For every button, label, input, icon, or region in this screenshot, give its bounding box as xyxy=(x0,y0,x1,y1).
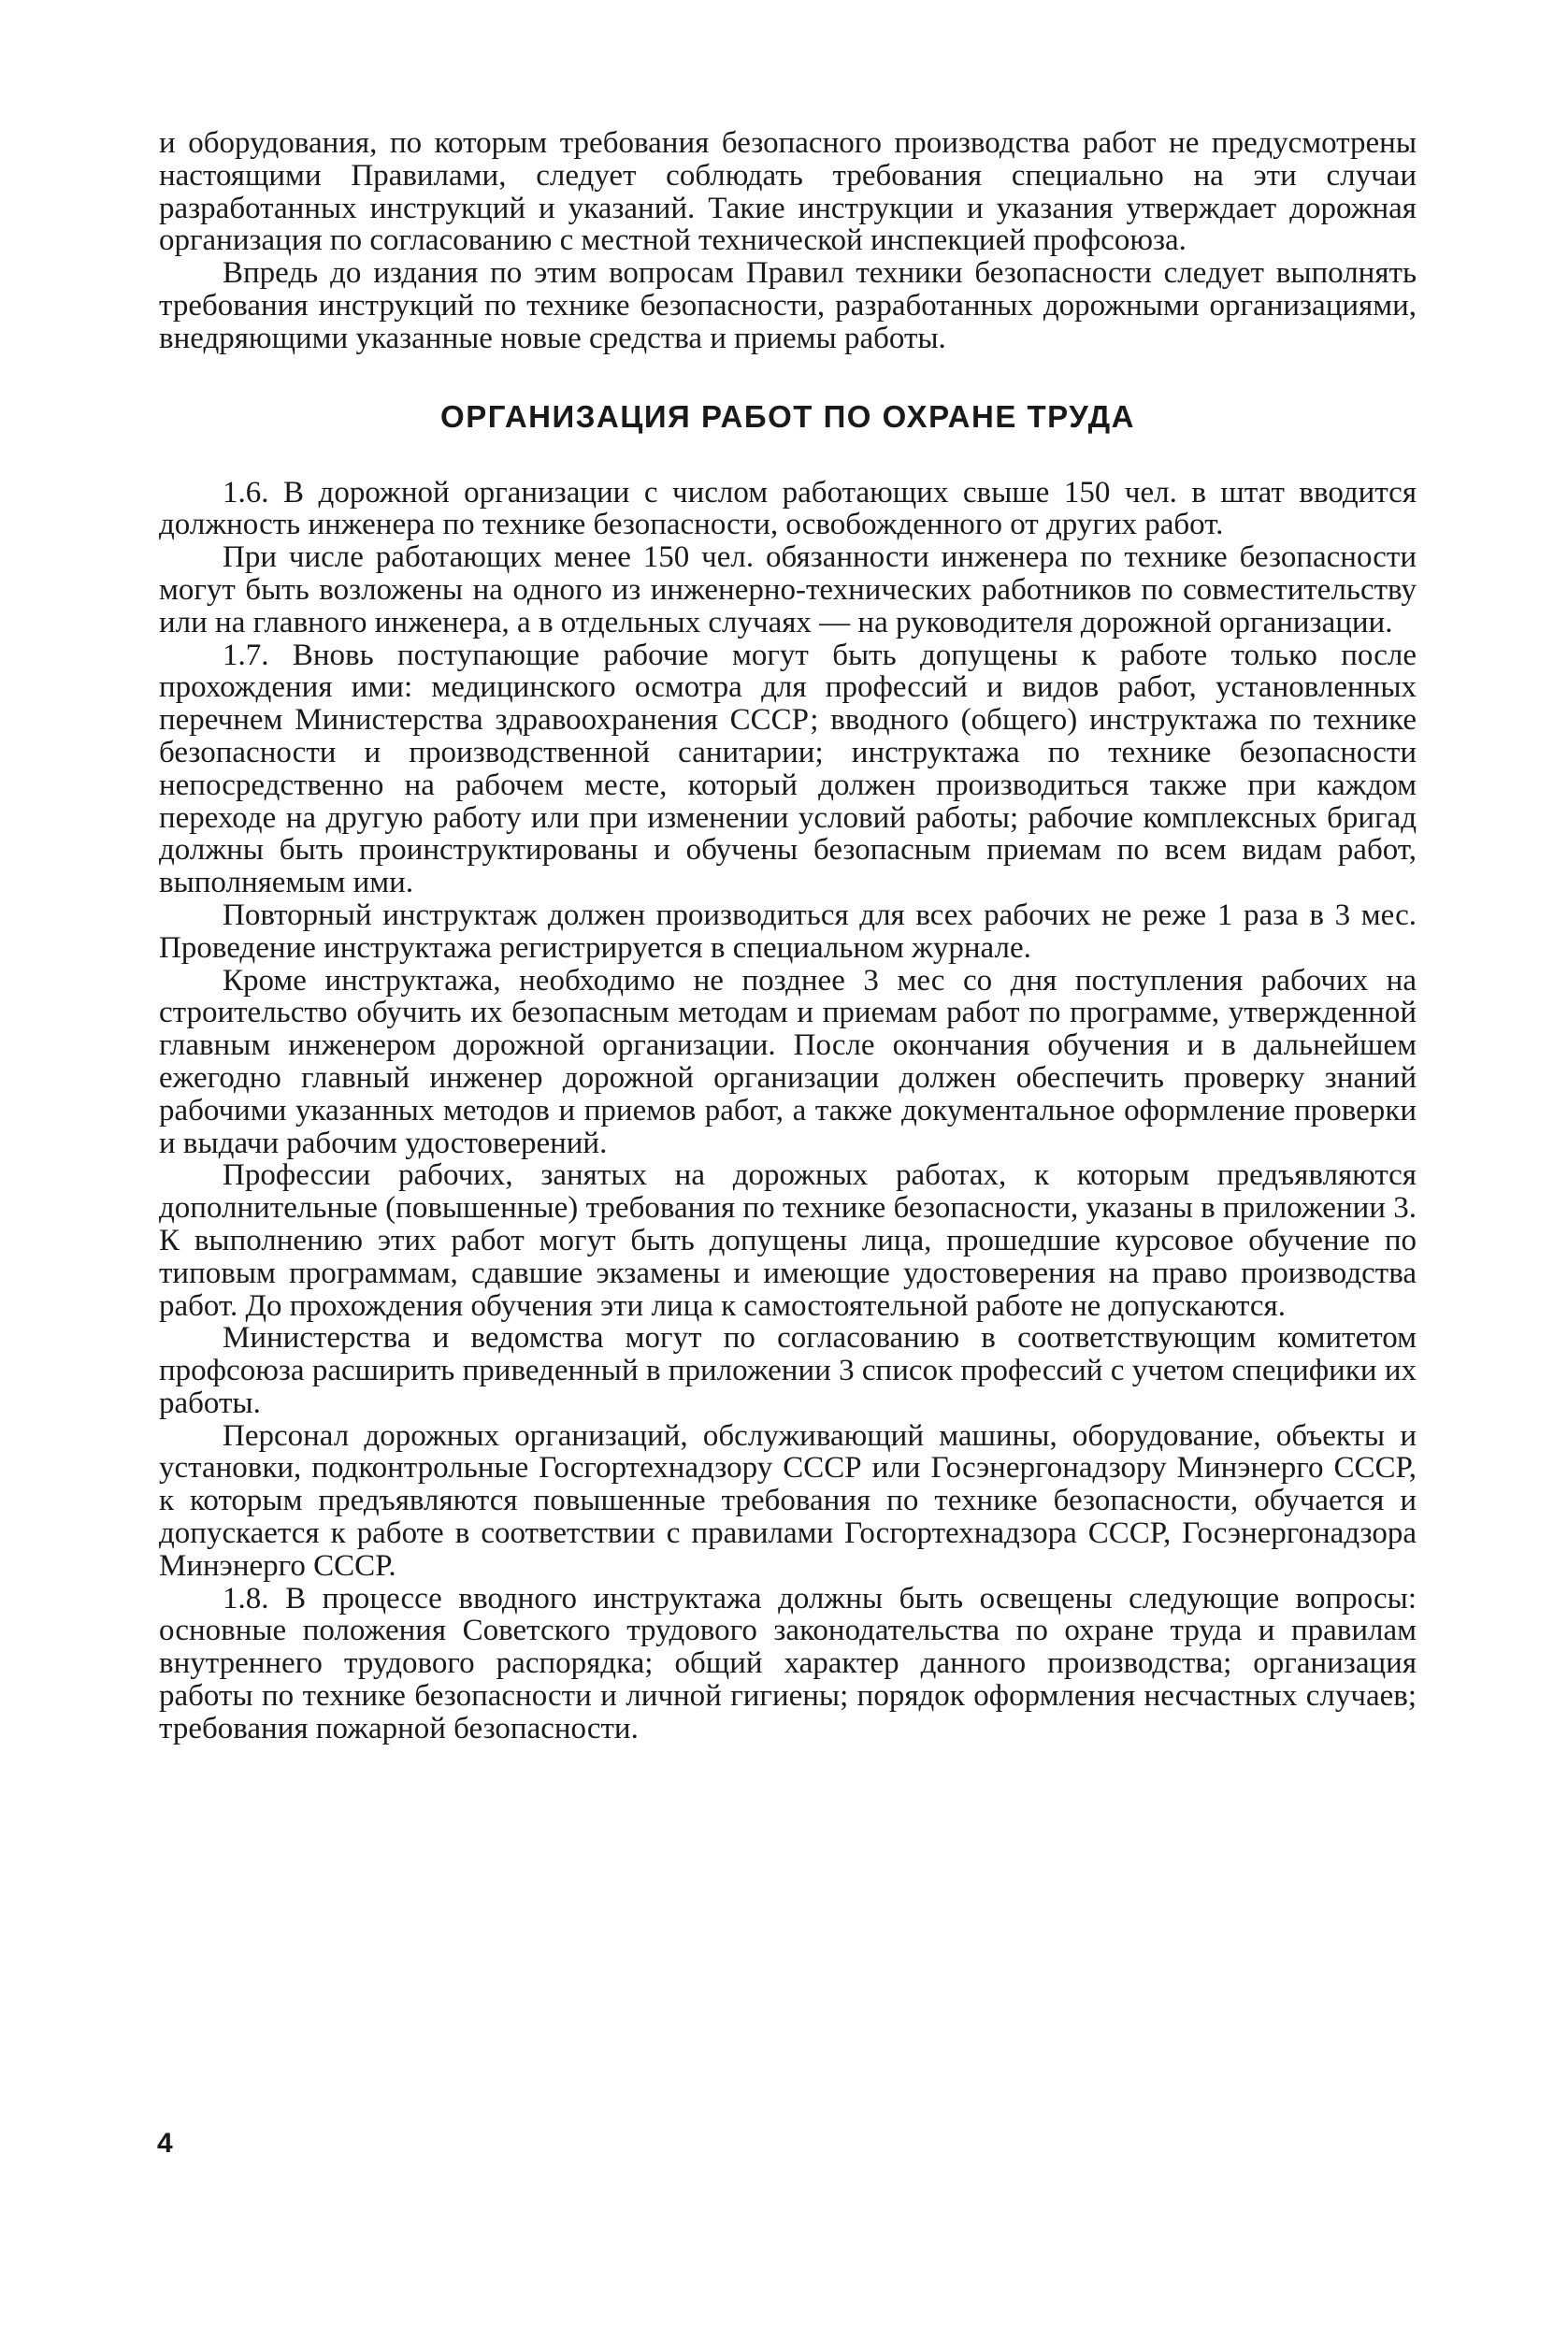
paragraph-1-6: 1.6. В дорожной организации с числом работающих свыше 150 чел. в штат вводится должность инженера по технике безопасности, освобожденного от других работ. xyxy=(159,475,1417,542)
paragraph-continuation-1: и оборудования, по которым требования безопасного производства работ не предусмотрены настоящими Правилами, следует соблюдать требования специально на эти случаи разработанных инструкций и указаний. Такие инструкции и указания утверждает дорожная организация по согласованию с местной технической инспекцией профсоюза. xyxy=(159,126,1417,258)
paragraph-1-6-staff-under-150: При числе работающих менее 150 чел. обязанности инженера по технике безопасности могут быть возложены на одного из инженерно-технических работников по совместительству или на главного инженера, а в отдельных случаях — на руководителя дорожной организации. xyxy=(159,540,1417,639)
section-heading: ОРГАНИЗАЦИЯ РАБОТ ПО ОХРАНЕ ТРУДА xyxy=(440,398,1135,434)
paragraph-ministries: Министерства и ведомства могут по согласованию в соответствующим комитетом профсоюза расширить приведенный в приложении 3 список профессий с учетом специфики их работы. xyxy=(159,1321,1417,1420)
paragraph-continuation-2: Впредь до издания по этим вопросам Правил техники безопасности следует выполнять требования инструкций по технике безопасности, разработанных дорожными организациями, внедряющими указанные новые средства и приемы работы. xyxy=(159,256,1417,355)
page-number: 4 xyxy=(157,2128,173,2159)
paragraph-repeat-instruction: Повторный инструктаж должен производиться для всех рабочих не реже 1 раза в 3 мес. Проведение инструктажа регистрируется в специальном журнале. xyxy=(159,898,1417,965)
paragraph-1-7: 1.7. Вновь поступающие рабочие могут быть допущены к работе только после прохождения ими: медицинского осмотра для профессий и видов работ, установленных перечнем Министерства здравоохранения СССР; вводного (общего) инструктажа по технике безопасности и производственной санитарии; инструктажа по технике безопасности непосредственно на рабочем месте, который должен производиться также при каждом переходе на другую работу или при изменении условий работы; рабочие комплексных бригад должны быть проинструктированы и обучены безопасным приемам по всем видам работ, выполняемым ими. xyxy=(159,638,1417,900)
paragraph-personnel: Персонал дорожных организаций, обслуживающий машины, оборудование, объекты и установки, подконтрольные Госгортехнадзору СССР или Госэнергонадзору Минэнерго СССР, к которым предъявляются повышенные требования по технике безопасности, обучается и допускается к работе в соответствии с правилами Госгортехнадзора СССР, Госэнергонадзора Минэнерго СССР. xyxy=(159,1418,1417,1583)
paragraph-1-8: 1.8. В процессе вводного инструктажа должны быть освещены следующие вопросы: основные положения Советского трудового законодательства по охране труда и правилам внутреннего трудового распорядка; общий характер данного производства; организация работы по технике безопасности и личной гигиены; порядок оформления несчастных случаев; требования пожарной безопасности. xyxy=(159,1581,1417,1745)
document-page xyxy=(159,127,1417,1745)
paragraph-professions: Профессии рабочих, занятых на дорожных работах, к которым предъявляются дополнительные (повышенные) требования по технике безопасности, указаны в приложении 3. К выполнению этих работ могут быть допущены лица, прошедшие курсовое обучение по типовым программам, сдавшие экзамены и имеющие удостоверения на право производства работ. До прохождения обучения эти лица к самостоятельной работе не допускаются. xyxy=(159,1158,1417,1323)
paragraph-training: Кроме инструктажа, необходимо не позднее 3 мес со дня поступления рабочих на строительство обучить их безопасным методам и приемам работ по программе, утвержденной главным инженером дорожной организации. После окончания обучения и в дальнейшем ежегодно главный инженер дорожной организации должен обеспечить проверку знаний рабочими указанных методов и приемов работ, а также документальное оформление проверки и выдачи рабочим удостоверений. xyxy=(159,963,1417,1160)
